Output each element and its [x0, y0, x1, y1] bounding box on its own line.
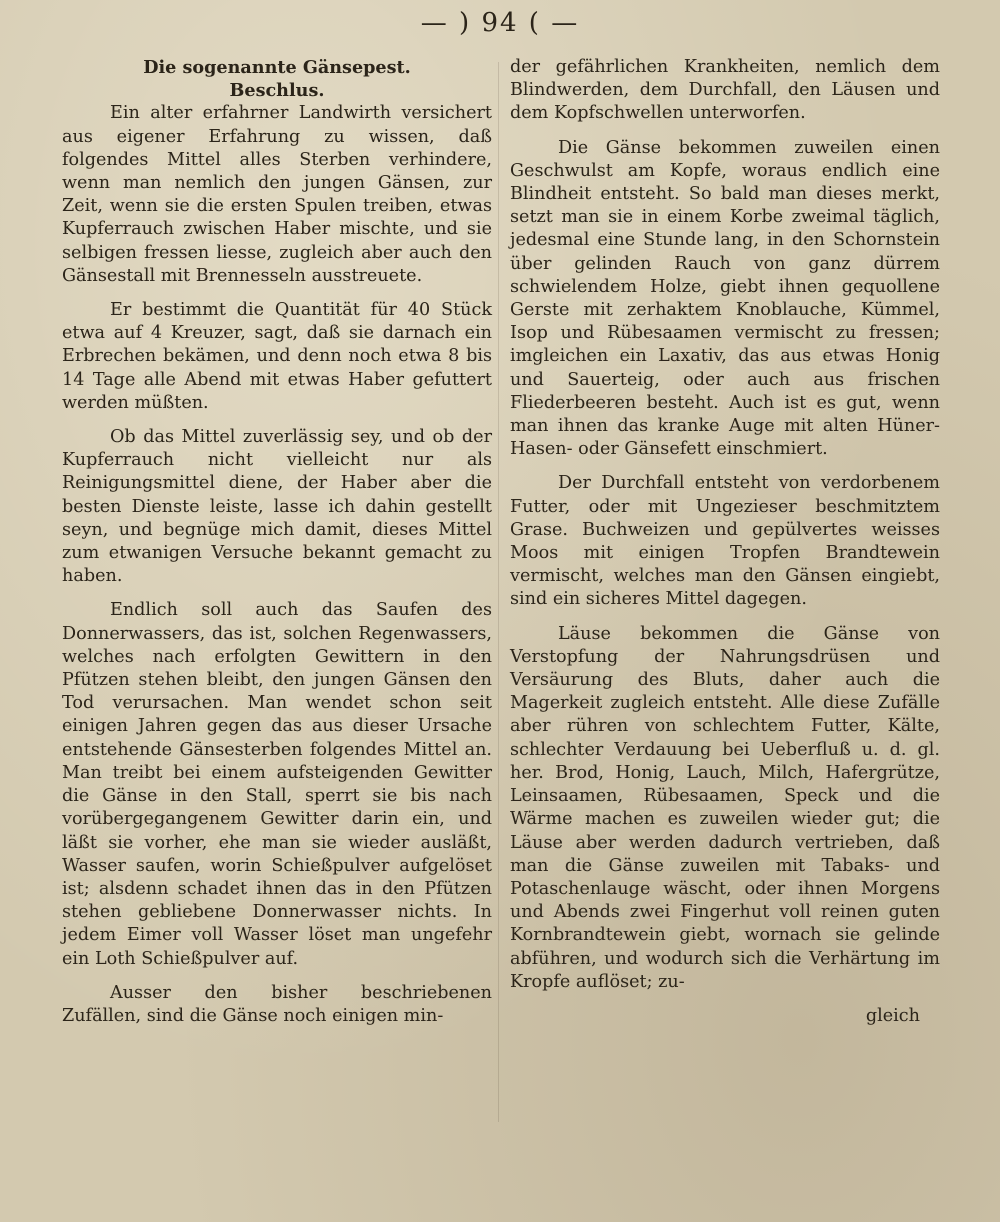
paragraph: Ein alter erfahrner Landwirth versichert aus eigener Erfahrung zu wissen, daß folgendes Mittel alles Sterben verhindere, wenn man nemlich den jungen Gänsen, zur Zeit, wenn sie die ersten Spulen treiben, etwas Kupferrauch zwischen Haber mischte, und sie selbigen fressen liesse, zugleich aber auch den Gänsestall mit Brennesseln ausstreuete. — [62, 103, 492, 286]
paragraph: der gefährlichen Krankheiten, nemlich dem Blindwerden, dem Durchfall, den Läusen und dem Kopfschwellen unterworfen. — [510, 57, 940, 124]
catchword: gleich — [865, 1005, 920, 1026]
page-number: — ) 94 ( — — [420, 8, 580, 38]
paragraph: Er bestimmt die Quantität für 40 Stück etwa auf 4 Kreuzer, sagt, daß sie darnach ein Erbrechen bekämen, und denn noch etwa 8 bis 14 Tage alle Abend mit etwas Haber gefuttert werden müßten. — [62, 300, 492, 413]
right-column — [510, 56, 940, 1028]
paragraph: Der Durchfall entsteht von verdorbenem Futter, oder mit Ungezieser beschmitztem Grase. Buchweizen und gepülvertes weisses Moos mit einigen Tropfen Brandtewein vermischt, welches man den Gänsen eingiebt, sind ein sicheres Mittel dagegen. — [510, 473, 940, 610]
paragraph: Läuse bekommen die Gänse von Verstopfung der Nahrungsdrüsen und Versäurung des Bluts, daher auch die Magerkeit zugleich entsteht. Alle diese Zufälle aber rühren von schlechtem Futter, Kälte, schlechter Verdauung bei Ueberfluß u. d. gl. her. Brod, Honig, Lauch, Milch, Hafergrütze, Leinsaamen, Rübesaamen, Speck und die Wärme machen es zuweilen wieder gut; die Läuse aber werden dadurch vertrieben, daß man die Gänse zuweilen mit Tabaks- und Potaschenlauge wäscht, oder ihnen Morgens und Abends zwei Fingerhut voll reinen guten Kornbrandtewein giebt, wornach sie gelinde abführen, und wodurch sich die Verhärtung im Kropfe auflöset; zu- — [510, 623, 940, 992]
article-subtitle: Beschlus. — [229, 80, 325, 102]
paragraph: Ausser den bisher beschriebenen Zufällen, sind die Gänse noch einigen min- — [62, 982, 492, 1026]
paragraph: Endlich soll auch das Saufen des Donnerwassers, das ist, solchen Regenwassers, welches nach erfolgten Gewittern in den Pfützen stehen bleibt, den jungen Gänsen den Tod verursachen. Man wendet schon seit einigen Jahren gegen das aus dieser Ursache entstehende Gänsesterben folgendes Mittel an. Man treibt bei einem aufsteigenden Gewitter die Gänse in den Stall, sperrt sie bis nach vorübergegangenem Gewitter darin ein, und läßt sie vorher, ehe man sie wieder ausläßt, Wasser saufen, worin Schießpulver aufgelöset ist; alsdenn schadet ihnen das in den Pfützen stehen gebliebene Donnerwasser nichts. In jedem Eimer voll Wasser löset man ungefehr ein Loth Schießpulver auf. — [62, 600, 492, 969]
left-column — [62, 56, 492, 1039]
paragraph: Die Gänse bekommen zuweilen einen Geschwulst am Kopfe, woraus endlich eine Blindheit entsteht. So bald man dieses merkt, setzt man sie in einem Korbe zweimal täglich, jedesmal eine Stunde lang, in den Schornstein über gelinden Rauch von ganz dürrem schwielendem Holze, giebt ihnen gequollene Gerste mit zerhaktem Knoblauche, Kümmel, Isop und Rübesaamen vermischt zu fressen; imgleichen ein Laxativ, das aus etwas Honig und Sauerteig, oder auch aus frischen Fliederbeeren besteht. Auch ist es gut, wenn man ihnen das kranke Auge mit alten Hüner- Hasen- oder Gänsefett einschmiert. — [510, 137, 940, 460]
column-divider — [498, 62, 499, 1122]
paragraph: Ob das Mittel zuverlässig sey, und ob der Kupferrauch nicht vielleicht nur als Reinigungsmittel diene, der Haber aber die besten Dienste leiste, lasse ich dahin gestellt seyn, und begnüge mich damit, dieses Mittel zum etwanigen Versuche bekannt gemacht zu haben. — [62, 427, 492, 587]
article-title: Die sogenannte Gänsepest. — [143, 57, 411, 78]
